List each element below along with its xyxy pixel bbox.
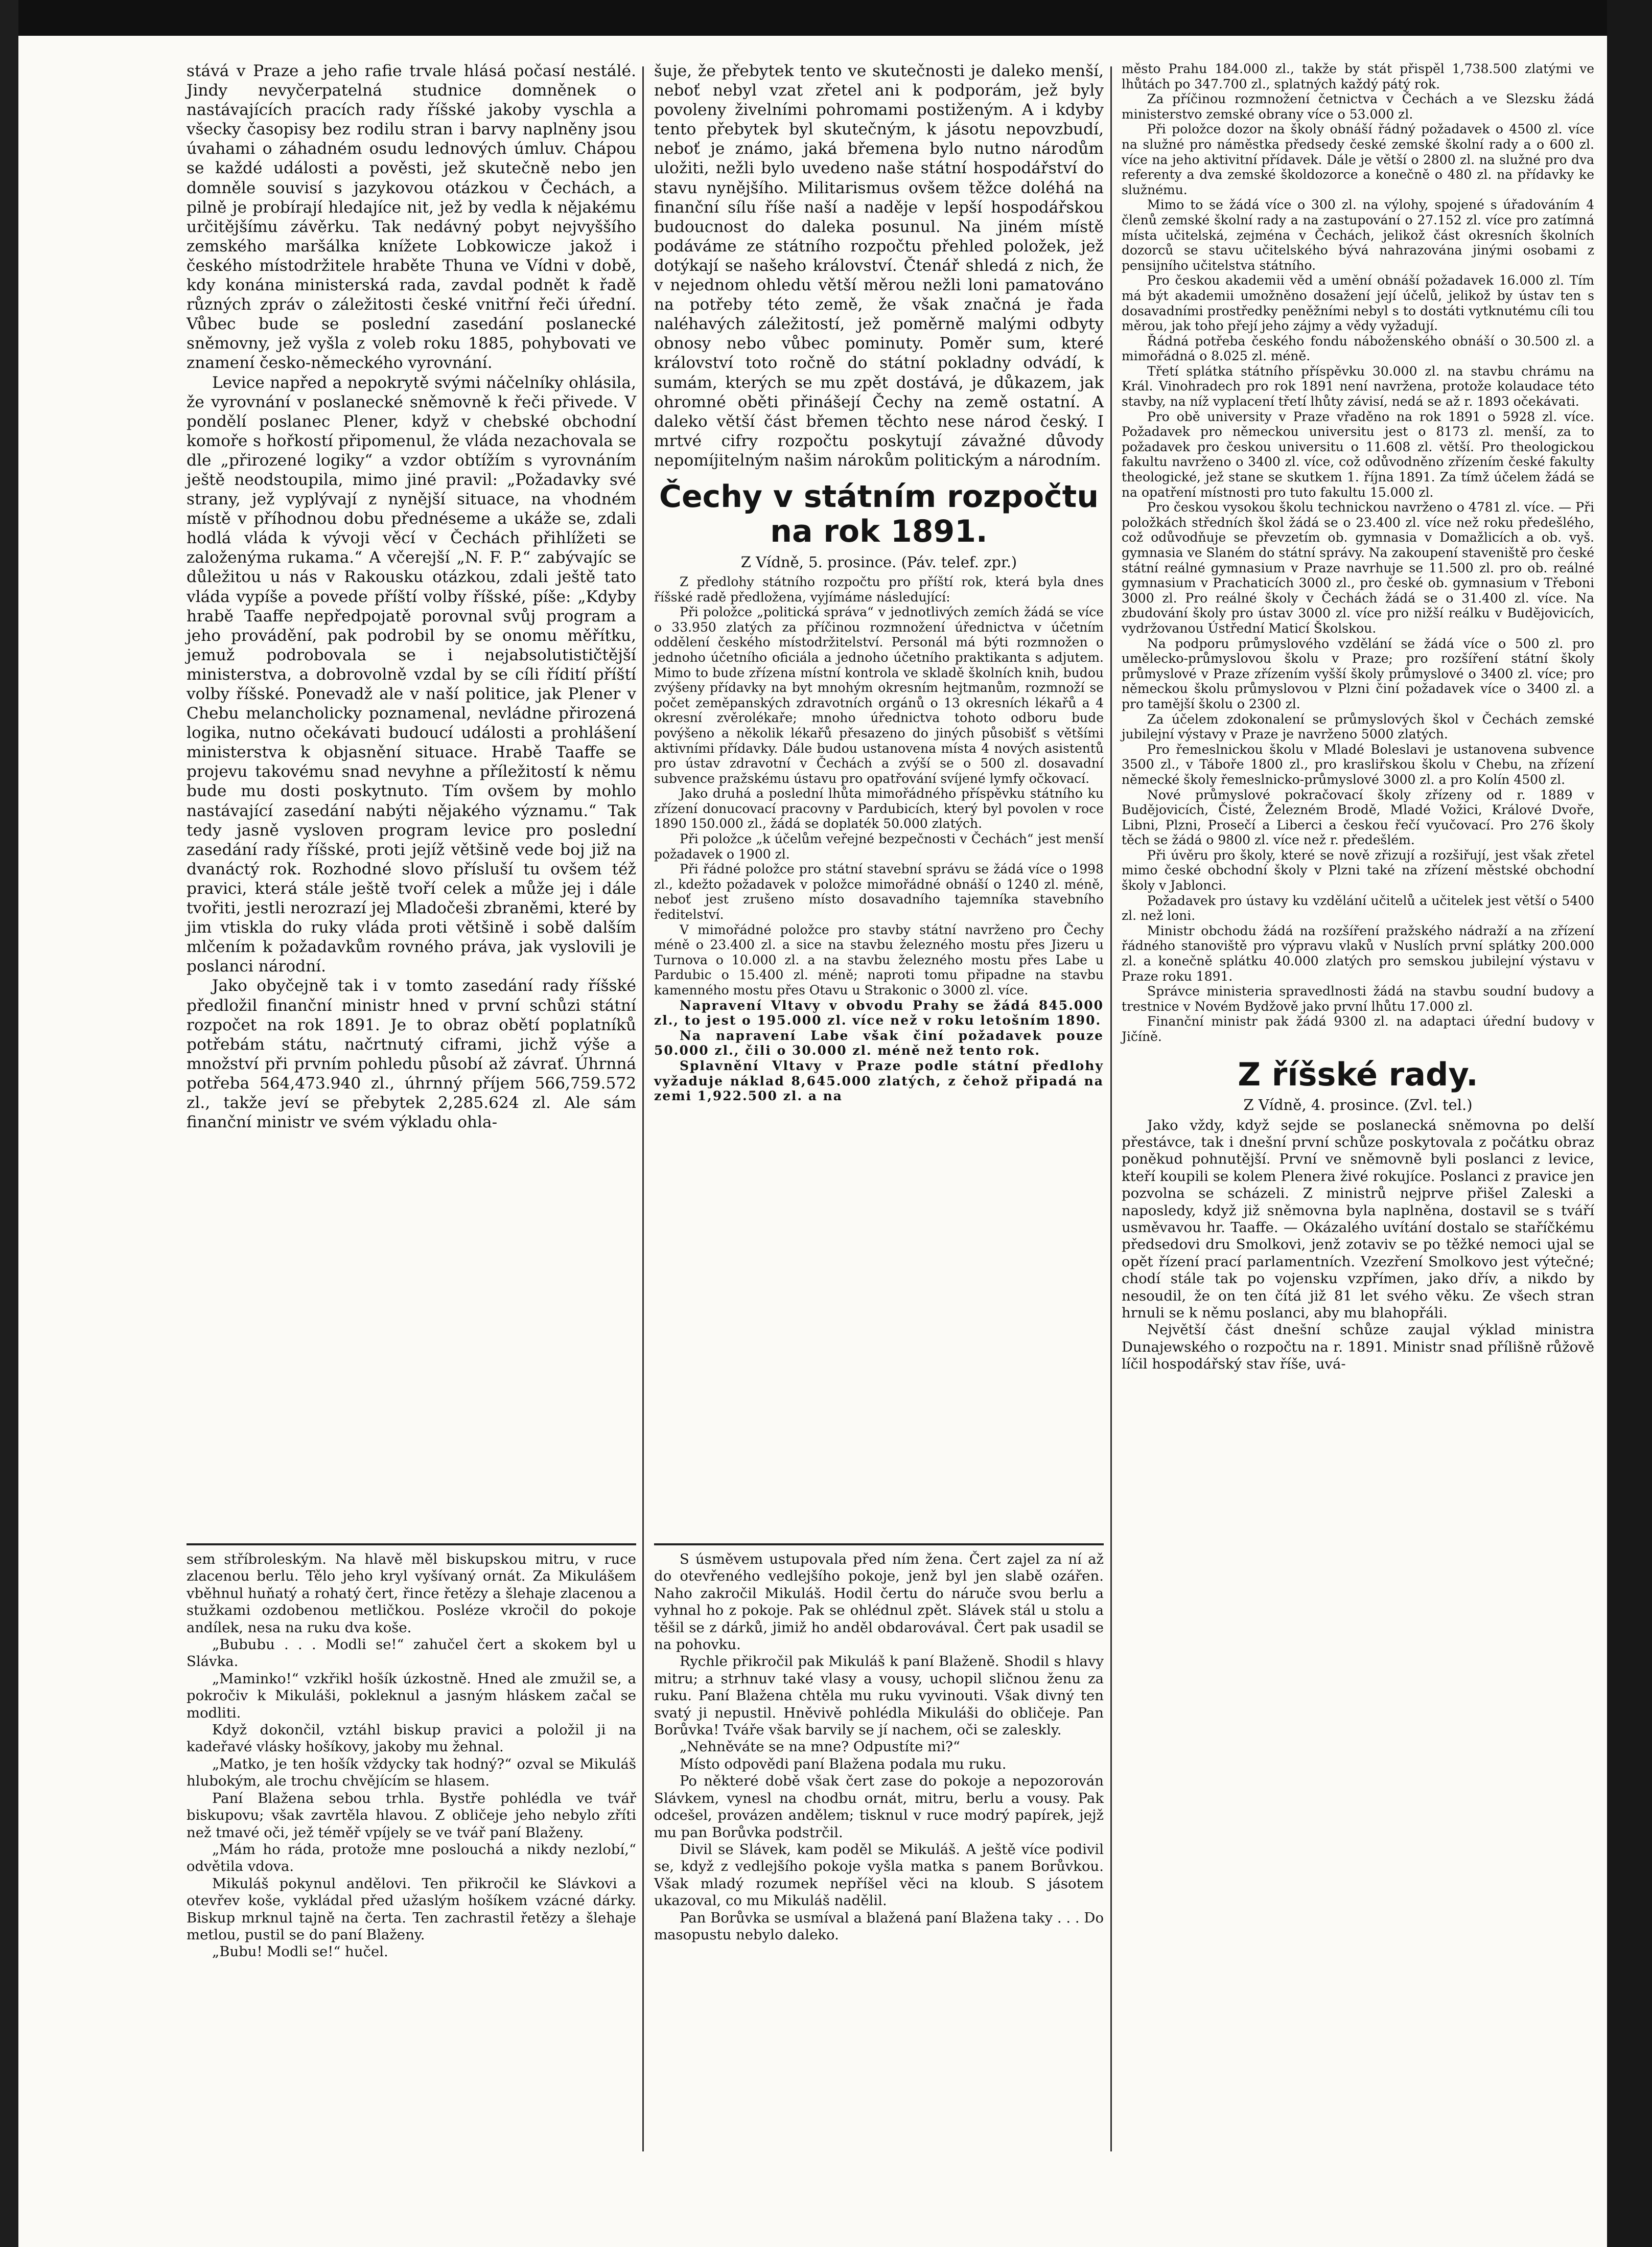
article-headline: Z říšské rady. [1238, 1055, 1478, 1093]
scan-border-right [1607, 0, 1652, 2247]
paragraph: Při úvěru pro školy, které se nově zřizují a rozšiřují, jest však zřetel mimo české obchodní školy v Plzni také na zřízení městské obchodní školy v Jablonci. [1122, 847, 1594, 893]
paragraph: Rychle přikročil pak Mikuláš k paní Blaženě. Shodil s hlavy mitru; a strhnuv také vlasy a vousy, uchopil sličnou ženu za ruku. Paní Blažena chtěla mu ruku vyvinouti. Však divný ten svatý ji nepustil. Hněvivě pohlédla Mikuláši do obličeje. Pan Borůvka! Tváře však barvily se jí nachem, oči se zaleskly. [654, 1653, 1104, 1739]
paragraph: Levice napřed a nepokrytě svými náčelníky ohlásila, že vyrovnání v poslanecké sněmovně k řeči přivede. V pondělí poslanec Plener, když v chebské obchodní komoře s hořkostí připomenul, že vláda nezachovala se dle „přirozené logiky“ a vzdor obtížím s vyrovnáním ještě neodstoupila, mimo jiné pravil: „Požadavky své strany, jež vyplývají z nynější situace, na vhodném místě v příhodnou dobu přednéseme a ukáže se, zdali hodlá vláda k vývoji věcí v Čechách přihlížeti se založenýma rukama.“ A včerejší „N. F. P.“ zabývajíc se důležitou u nás v Rakousku otázkou, zdali ještě tato vláda vypíše a povede příští volby říšské, píše: „Kdyby hrabě Taaffe nepředpojatě porovnal svůj program a jeho provádění, pak podrobil by se onomu měřítku, jemuž podrobovala se i nejabsolutističtější ministerstva, a dobrovolně vzdal by se cíli řídití příští volby říšské. Ponevadž ale v naší politice, jak Plener v Chebu melancholicky poznamenal, nevládne přirozená logika, nutno očekávati budoucí události a prohlášení ministerstva k objasnění situace. Hrabě Taaffe se projevu takovému snad nevyhne a příležitostí k němu bude mu dosti poskytnuto. Tím ovšem by mohlo nastávající zasedání nabýti nějakého významu.“ Tak tedy jasně vysloven program levice pro poslední zasedání rady říšské, proti jejíž většině vede boj již na dvanáctý rok. Rozhodné slovo přísluší tu ovšem též pravici, která stále ještě tvoří celek a může jej i dále tvořiti, jestli nerozrazí jej Mladočeši zbraněmi, které by jim vtiskla do ruky vláda proti většině i sobě dalším mlčením k požadavkům rovného práva, jak vyslovili je poslanci národní. [187, 373, 636, 976]
paragraph: Na podporu průmyslového vzdělání se žádá více o 500 zl. pro umělecko-průmyslovou školu v Praze; pro rozšíření státní školy průmyslové v Praze zřízením vyšší školy průmyslové o 3400 zl. více; pro německou školu průmyslovou v Plzni činí požadavek více o 3400 zl. a pro tamější školu o 2300 zl. [1122, 636, 1594, 711]
paragraph: Při řádné položce pro státní stavební správu se žádá více o 1998 zl., kdežto požadavek v položce mimořádné obnáší o 1240 zl. méně, neboť jest zrušeno místo dosavadního tajemníka stavebního ředitelství. [654, 862, 1104, 922]
editorial-article [187, 61, 636, 1132]
paragraph: „Nehněváte se na mne? Odpustíte mi?“ [680, 1739, 960, 1755]
paragraph: sem stříbroleským. Na hlavě měl biskupskou mitru, v ruce zlacenou berlu. Tělo jeho kryl vyšívaný ornát. Za Mikulášem vběhnul huňatý a rohatý čert, řince řetězy a šlehaje zlacenou a stužkami ozdobenou metličkou. Posléze vkročil do pokoje andílek, nesa na ruku dva koše. [187, 1551, 636, 1636]
paragraph: Pro řemeslnickou školu v Mladé Boleslavi je ustanovena subvence 3500 zl., v Táboře 1800 zl., pro krasliřskou školu v Chebu, na zřízení německé školy řemeslnicko-průmyslové 3000 zl. a pro Kolín 4500 zl. [1122, 742, 1594, 787]
paragraph: Pro českou akademii věd a umění obnáší požadavek 16.000 zl. Tím má být akademii umožněno dosažení její účelů, jelikož by ústav ten s dosavadními prostředky peněžními nebyl s to dostáti vytknutému cíli tou měrou, jak toho přejí jeho zájmy a vědy vyžadují. [1122, 273, 1594, 334]
paragraph: S úsměvem ustupovala před ním žena. Čert zajel za ní až do otevřeného vedlejšího pokoje, jenž byl jen slabě ozářen. Naho zakročil Mikuláš. Hodil čertu do náruče svou berlu a vyhnal ho z pokoje. Pak se ohlédnul zpět. Slávek stál u stolu a těšil se z dárků, jimiž ho anděl obdarovával. Čert pak usadil se na pohovku. [654, 1551, 1104, 1653]
feuilleton-rule [654, 1543, 1104, 1545]
paragraph: Splavnění Vltavy v Praze podle státní předlohy vyžaduje náklad 8,645.000 zlatých, z čehož připadá na zemi 1,922.500 zl. a na [654, 1058, 1104, 1104]
column-3 [1122, 61, 1594, 1373]
dateline: Z Vídně, 4. prosince. (Zvl. tel.) [1243, 1096, 1473, 1114]
paragraph: Z předlohy státního rozpočtu pro příští rok, která byla dnes říšské radě předložena, vyjímáme následující: [654, 574, 1104, 605]
editorial-article-continued [654, 61, 1104, 470]
paragraph: Jako vždy, když sejde se poslanecká sněmovna po delší přestávce, tak i dnešní první schůze poskytovala z počátku obraz poněkud pohnutější. První ve sněmovně byli poslanci z levice, kteří koupili se kolem Plenera živé rokujíce. Poslanci z pravice jen pozvolna se scházeli. Z ministrů nejprve přišel Zaleski a naposledy, když již sněmovna byla naplněna, dostavil se s tváří usměvavou hr. Taaffe. — Okázalého uvítání dostalo se staříčkému předsedovi dru Smolkovi, jenž zotaviv se po těžké nemoci ujal se opět řízení prací parlamentních. Vzezření Smolkovo jest výtečné; chodí stále tak po vojensku vzpřímen, jako dřív, a nikdo by nesoudil, že on ten čítá již 81 let svého věku. Ze všech stran hrnuli se k němu poslanci, aby mu blahopřáli. [1122, 1117, 1594, 1322]
paragraph: stává v Praze a jeho rafie trvale hlásá počasí nestálé. Jindy nevyčerpatelná studnice domněnek o nastávajících pracích rady říšské jakoby vyschla a všecky časopisy bez rodilu stran i barvy naplněny jsou úvahami o záhadném osudu lednových úmluv. Chápou se každé události a pověsti, jež skutečně nebo jen domněle souvisí s jazykovou otázkou v Čechách, a pilně je probírají hledajíce nit, jež by vedla k nějakému určitějšímu závěrku. Tak nedávný pobyt nejvyššího zemského maršálka knížete Lobkowicze jakož i českého místodržitele hraběte Thuna ve Vídni v době, kdy konána ministerská rada, zavdal podnět k řadě různých zpráv o záležitosti české vnitřní řeči úřední. Vůbec bude se poslední zasedání poslanecké sněmovny, jež vyšla z voleb roku 1885, pohybovati ve znamení česko-německého vyrovnání. [187, 62, 636, 373]
paragraph: „Bububu . . . Modli se!“ zahučel čert a skokem byl u Slávka. [187, 1636, 636, 1670]
feuilleton-rule [187, 1543, 636, 1545]
paragraph: Nové průmyslové pokračovací školy zřízeny od r. 1889 v Budějovicích, Čisté, Železném Brodě, Mladé Vožici, Králové Dvoře, Libni, Plzni, Prosečí a Liberci a českou řečí vyučovací. Pro 276 školy těch se žádá o 9800 zl. více než r. předešlém. [1122, 787, 1594, 848]
parliament-article [1122, 1117, 1594, 1373]
paragraph: Třetí splátka státního příspěvku 30.000 zl. na stavbu chrámu na Král. Vinohradech pro rok 1891 není navržena, protože kolaudace této stavby, na níž vyplacení třetí lhůty závisí, nedá se až r. 1893 očekávati. [1122, 363, 1594, 409]
newspaper-page [181, 61, 1599, 2243]
paragraph: Po některé době však čert zase do pokoje a nepozorován Slávkem, vynesl na chodbu ornát, mitru, berlu a vousy. Pak odcešel, provázen andělem; tisknul v ruce modrý papírek, jejž mu pan Borůvka podstrčil. [654, 1773, 1104, 1841]
column-rule [642, 66, 644, 2151]
paragraph: Místo odpovědi paní Blažena podala mu ruku. [680, 1755, 1007, 1772]
budget-article-continued [1122, 61, 1594, 1045]
paragraph: Pro českou vysokou školu technickou navrženo o 4781 zl. více. — Při položkách středních škol žádá se o 23.400 zl. více než roku předešlého, což odůvodňuje se převzetím ob. gymnasia v Domažlicích a ob. vyš. gymnasia ve Slaném do státní správy. Na zakoupení staveniště pro české státní reálné gymnasium v Praze navrhuje se 11.500 zl. pro ob. reálné gymnasium v Prachaticích 3000 zl., pro české ob. gymnasium v Třeboni 3000 zl. Pro reálné školy v Čechách žádá se o 31.400 zl. více. Na zbudování školy pro ústav 3000 zl. více pro nižší reálku v Budějovicích, vydržovanou Ústřední Maticí Školskou. [1122, 500, 1594, 636]
paragraph: Za účelem zdokonalení se průmyslových škol v Čechách zemské jubilejní výstavy v Praze je navrženo 5000 zlatých. [1122, 711, 1594, 742]
paragraph: V mimořádné položce pro stavby státní navrženo pro Čechy méně o 23.400 zl. a sice na stavbu železného mostu přes Jizeru u Turnova o 10.000 zl. a na stavbu železného mostu přes Labe u Pardubic o 15.400 zl. méně; naproti tomu připadne na stavbu kamenného mostu přes Otavu u Strakonic o 3000 zl. více. [654, 922, 1104, 998]
paragraph: Napravení Vltavy v obvodu Prahy se žádá 845.000 zl., to jest o 195.000 zl. více než v roku letošním 1890. [654, 998, 1104, 1028]
column-1 [187, 61, 636, 1960]
dateline: Z Vídně, 5. prosince. (Páv. telef. zpr.) [740, 553, 1017, 571]
paragraph: Pan Borůvka se usmíval a blažená paní Blažena taky . . . Do masopustu nebylo daleko. [654, 1909, 1104, 1943]
paragraph: Jako obyčejně tak i v tomto zasedání rady říšské předložil finanční ministr hned v první schůzi státní rozpočet na rok 1891. Je to obraz obětí poplatníků potřebám státu, načrtnutý ciframi, jichž výše a množství při prvním pohledu působí až závrať. Úhrnná potřeba 564,473.940 zl., úhrnný příjem 566,759.572 zl., takže jeví se přebytek 2,285.624 zl. Ale sám finanční ministr ve svém výkladu ohla- [187, 977, 636, 1132]
scan-border-top [0, 0, 1652, 36]
feuilleton-text [187, 1551, 636, 1961]
paragraph: Správce ministeria spravedlnosti žádá na stavbu soudní budovy a trestnice v Novém Bydžově jako první lhůtu 17.000 zl. [1122, 984, 1594, 1014]
paragraph: „Maminko!“ vzkřikl hošík úzkostně. Hned ale zmužil se, a pokročiv k Mikuláši, pokleknul a jasným hláskem začal se modliti. [187, 1670, 636, 1721]
paragraph: „Bubu! Modli se!“ hučel. [212, 1943, 388, 1960]
paragraph: Finanční ministr pak žádá 9300 zl. na adaptaci úřední budovy v Jičíně. [1122, 1014, 1594, 1044]
paragraph: Jako druhá a poslední lhůta mimořádného příspěvku státního ku zřízení donucovací pracovny v Pardubicích, který byl povolen v roce 1890 150.000 zl., žádá se doplaték 50.000 zlatých. [654, 786, 1104, 831]
paragraph: Mikuláš pokynul andělovi. Ten přikročil ke Slávkovi a otevřev koše, vykládal před užaslým hošíkem vzácné dárky. Biskup mrknul tajně na čerta. Ten zachrastil řetězy a šlehaje metlou, pustil se do paní Blaženy. [187, 1875, 636, 1943]
budget-article [654, 574, 1104, 1104]
paragraph: Požadavek pro ústavy ku vzdělání učitelů a učitelek jest větší o 5400 zl. než loni. [1122, 893, 1594, 923]
scan-border-left [0, 0, 18, 2247]
paragraph: Při položce dozor na školy obnáší řádný požadavek o 4500 zl. více na služné pro náměstka předsedy české zemské školní rady a o 600 zl. více na jeho aktivitní přídavek. Dále je větší o 2800 zl. na služné pro dva referenty a dva zemské školdozorce a konečně o 480 zl. na přídavky ke služnému. [1122, 122, 1594, 197]
paragraph: Při položce „k účelům veřejné bezpečnosti v Čechách“ jest menší požadavek o 1900 zl. [654, 831, 1104, 862]
paragraph: Řádná potřeba českého fondu náboženského obnáší o 30.500 zl. a mimořádná o 8.025 zl. méně. [1122, 333, 1594, 364]
paragraph: Pro obě university v Praze vřaděno na rok 1891 o 5928 zl. více. Požadavek pro německou universitu jest o 8173 zl. menší, za to požadavek pro českou universitu o 11.608 zl. větší. Pro theologickou fakultu navrženo o 3400 zl. více, což odůvodněno zřízením české fakulty theologické, jež stane se skutkem 1. října 1891. Za tímž účelem žádá se na opatření místnosti pro tuto fakultu 15.000 zl. [1122, 409, 1594, 500]
column-2 [654, 61, 1104, 1943]
paragraph: Za příčinou rozmnožení četnictva v Čechách a ve Slezsku žádá ministerstvo zemské obrany více o 53.000 zl. [1122, 91, 1594, 122]
paragraph: Paní Blažena sebou trhla. Bystře pohlédla ve tvář biskupovu; však zavrtěla hlavou. Z obličeje jeho nebylo zříti než tmavé oči, jež téměř vpíjely se ve tvář paní Blaženy. [187, 1790, 636, 1841]
paragraph: šuje, že přebytek tento ve skutečnosti je daleko menší, neboť nebyl vzat zřetel ani k podporám, jež byly povoleny živelními pohromami postiženým. A i kdyby tento přebytek byl skutečným, k jásotu nepovzbudí, neboť je známo, jaká břemena bylo nutno národům uložiti, nežli bylo uvedeno naše státní hospodářství do stavu nynějšího. Militarismus ovšem těžce doléhá na finanční sílu říše naší a naděje v lepší hospodářskou budoucnost do daleka posunul. Na jiném místě podáváme ze státního rozpočtu přehled položek, jež dotýkají se našeho království. Čtenář shledá z nich, že v nejednom ohledu větší měrou nežli loni pamatováno na potřeby této země, že však značná je řada naléhavých záležitostí, jež poměrně malými odbyty obnosy nebo vůbec pominuty. Poměr sum, které království toto ročně do státní pokladny odvádí, k sumám, kterých se mu zpět dostává, je důkazem, jak ohromné oběti přinášejí Čechy na země ostatní. A daleko větší část břemen těchto nese národ český. I mrtvé cifry rozpočtu poskytují závažné důvody nepomíjitelným našim nárokům politickým a národním. [654, 62, 1104, 470]
paragraph: Na napravení Labe však činí požadavek pouze 50.000 zl., čili o 30.000 zl. méně než tento rok. [654, 1028, 1104, 1058]
paragraph: Ministr obchodu žádá na rozšíření pražského nádraží a na zřízení řádného stanoviště pro výpravu vlaků v Nuslích první splátky 200.000 zl. a konečně splátku 40.000 zlatých pro semskou jubilejní výstavu v Praze roku 1891. [1122, 923, 1594, 984]
paragraph: „Mám ho ráda, protože mne poslouchá a nikdy nezlobí,“ odvětila vdova. [187, 1841, 636, 1875]
paragraph: Mimo to se žádá více o 300 zl. na výlohy, spojené s úřadováním 4 členů zemské školní rady a na zastupování o 27.152 zl. více pro zatímná místa učitelská, zejména v Čechách, jelikož část okresních školních dozorců se stavu učitelského bývá nahrazována jinými osobami z pensijního učitelstva státního. [1122, 197, 1594, 273]
column-rule [1110, 66, 1112, 2151]
article-headline: Čechy v státním rozpočtu na rok 1891. [659, 478, 1099, 549]
paragraph: Když dokončil, vztáhl biskup pravici a položil ji na kadeřavé vlásky hošíkovy, jakoby mu žehnal. [187, 1722, 636, 1755]
paragraph: Při položce „politická správa“ v jednotlivých zemích žádá se více o 33.950 zlatých za příčinou rozmnožení úřednictva v účetním oddělení českého místodržitelství. Personál má býti rozmnožen o jednoho účetního oficiála a jednoho účetního praktikanta s adjutem. Mimo to bude zřízena místní kontrola ve skladě školních knih, budou zvýšeny přídavky na byt mnohým okresním hejtmanům, rozmnoží se počet zeměpanských zdravotních orgánů o 13 okresních lékařů a 4 okresní zvěrolékaře; mnoho úřednictva tohoto odboru bude povýšeno a několik lékařů přesazeno do jiných působišť s většími aktivními přídavky. Dále budou ustanovena místa 4 nových asistentů pro ústav zdravotní v Čechách a zvýší se o 500 zl. dosavadní subvence pražskému ústavu pro opatřování svíjené lymfy očkovací. [654, 605, 1104, 786]
paragraph: „Matko, je ten hošík vždycky tak hodný?“ ozval se Mikuláš hlubokým, ale trochu chvějícím se hlasem. [187, 1755, 636, 1790]
paragraph: Divil se Slávek, kam poděl se Mikuláš. A ještě více podivil se, když z vedlejšího pokoje vyšla matka s panem Borůvkou. Však mladý rozumek nepříšel věci na kloub. S jásotem ukazoval, co mu Mikuláš nadělil. [654, 1841, 1104, 1909]
feuilleton-text [654, 1551, 1104, 1943]
paragraph: Největší část dnešní schůze zaujal výklad ministra Dunajewského o rozpočtu na r. 1891. Ministr snad přílišně růžově líčil hospodářský stav říše, uvá- [1122, 1322, 1594, 1373]
paragraph: město Prahu 184.000 zl., takže by stát přispěl 1,738.500 zlatými ve lhůtách po 347.700 zl., splatných každý pátý rok. [1122, 61, 1594, 91]
